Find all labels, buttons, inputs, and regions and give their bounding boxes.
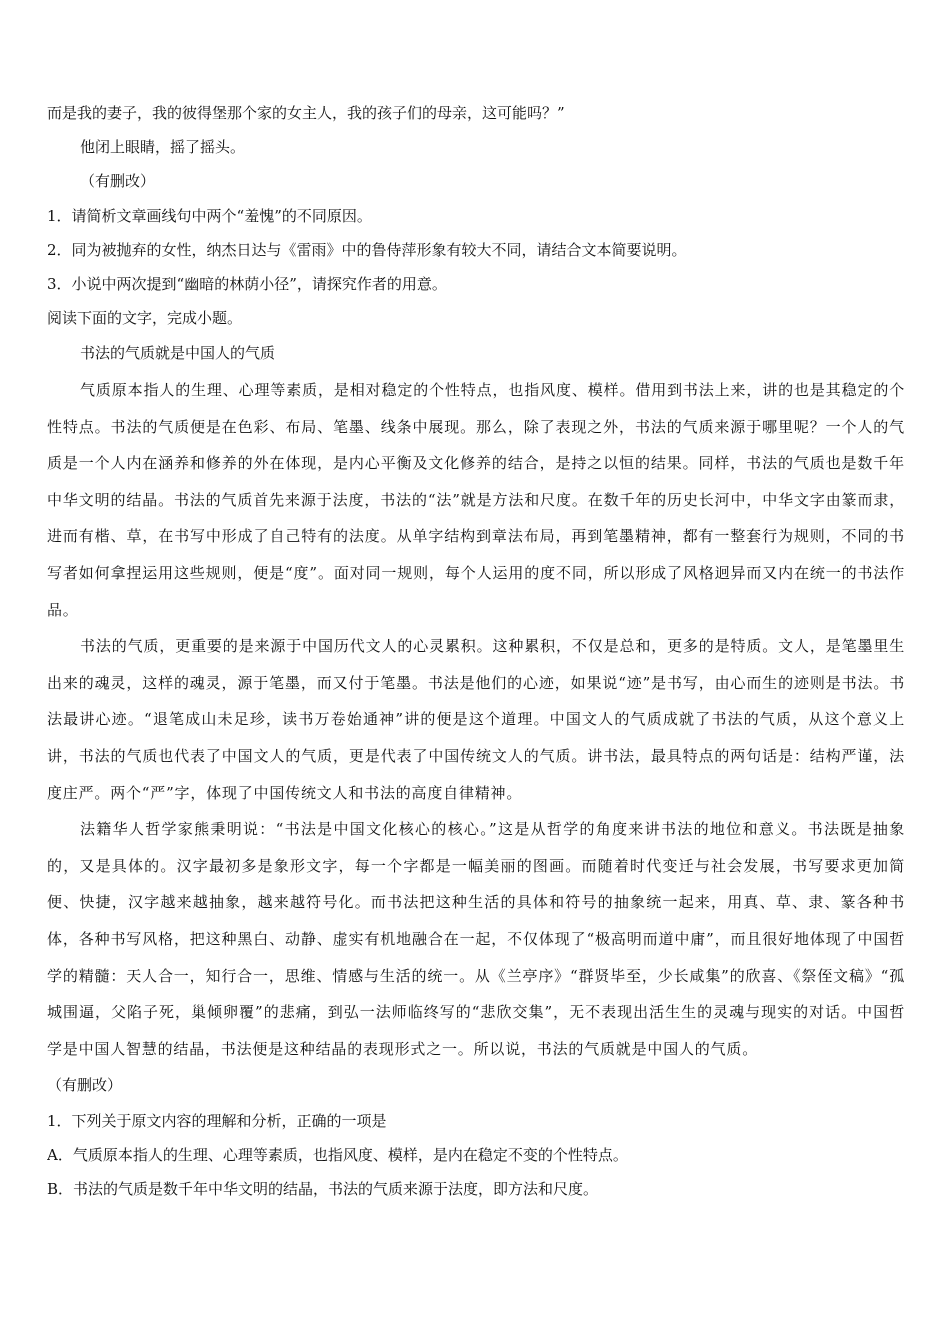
question-item: 3．小说中两次提到“幽暗的林荫小径”，请探究作者的用意。 [47, 275, 447, 294]
article-paragraph: 书法的气质，更重要的是来源于中国历代文人的心灵累积。这种累积，不仅是总和，更多的是特质。文人，是笔墨里生出来的魂灵，这样的魂灵，源于笔墨，而又付于笔墨。书法是他们的心迹，如果说“迹”是书写，由心而生的迹则是书法。书法最讲心迹。“退笔成山未足珍，读书万卷始通神”讲的便是这个道理。中国文人的气质成就了书法的气质，从这个意义上讲，书法的气质也代表了中国文人的气质，更是代表了中国传统文人的气质。讲书法，最具特点的两句话是：结构严谨，法度庄严。两个“严”字，体现了中国传统文人和书法的高度自律精神。 [47, 637, 905, 802]
answer-option: B．书法的气质是数千年中华文明的结晶，书法的气质来源于法度，即方法和尺度。 [47, 1180, 599, 1199]
article [47, 335, 905, 1067]
answer-option: A．气质原本指人的生理、心理等素质，也指风度、模样，是内在稳定不变的个性特点。 [47, 1146, 628, 1165]
article-paragraph: 气质原本指人的生理、心理等素质，是相对稳定的个性特点，也指风度、模样。借用到书法上来，讲的也是其稳定的个性特点。书法的气质便是在色彩、布局、笔墨、线条中展现。那么，除了表现之外，书法的气质来源于哪里呢？一个人的气质是一个人内在涵养和修养的外在体现，是内心平衡及文化修养的结合，是持之以恒的结果。同样，书法的气质也是数千年中华文明的结晶。书法的气质首先来源于法度，书法的“法”就是方法和尺度。在数千年的历史长河中，中华文字由篆而隶，进而有楷、草，在书写中形成了自己特有的法度。从单字结构到章法布局，再到笔墨精神，都有一整套行为规则，不同的书写者如何拿捏运用这些规则，便是“度”。面对同一规则，每个人运用的度不同，所以形成了风格迥异而又内在统一的书法作品。 [47, 381, 905, 619]
question-stem: 1．下列关于原文内容的理解和分析，正确的一项是 [47, 1111, 387, 1130]
question-block [47, 1104, 905, 1207]
reading-instruction: 阅读下面的文字，完成小题。 [47, 309, 243, 328]
article-paragraph: 法籍华人哲学家熊秉明说：“书法是中国文化核心的核心。”这是从哲学的角度来讲书法的地位和意义。书法既是抽象的，又是具体的。汉字最初多是象形文字，每一个字都是一幅美丽的图画。而随着时代变迁与社会发展，书写要求更加简便、快捷，汉字越来越抽象，越来越符号化。而书法把这种生活的具体和符号的抽象统一起来，用真、草、隶、篆各种书体，各种书写风格，把这种黑白、动静、虚实有机地融合在一起，不仅体现了“极高明而道中庸”，而且很好地体现了中国哲学的精髓：天人合一，知行合一，思维、情感与生活的统一。从《兰亭序》“群贤毕至，少长咸集”的欣喜、《祭侄文稿》“孤城围逼，父陷子死，巢倾卵覆”的悲痛，到弘一法师临终写的“悲欣交集”，无不表现出活生生的灵魂与现实的对话。中国哲学是中国人智慧的结晶，书法便是这种结晶的表现形式之一。所以说，书法的气质就是中国人的气质。 [47, 820, 905, 1058]
question-item: 2．同为被抛弃的女性，纳杰日达与《雷雨》中的鲁侍萍形象有较大不同，请结合文本简要说明。 [47, 240, 687, 259]
story-tail-line: 他闭上眼睛，摇了摇头。 [80, 138, 246, 157]
story-tail-line: 而是我的妻子，我的彼得堡那个家的女主人，我的孩子们的母亲，这可能吗？” [47, 104, 565, 122]
article-source-note: （有删改） [47, 1076, 123, 1095]
question-item: 1．请简析文章画线句中两个“羞愧”的不同原因。 [47, 206, 372, 225]
article-title: 书法的气质就是中国人的气质 [80, 344, 276, 363]
story-source-note: （有删改） [80, 172, 156, 191]
